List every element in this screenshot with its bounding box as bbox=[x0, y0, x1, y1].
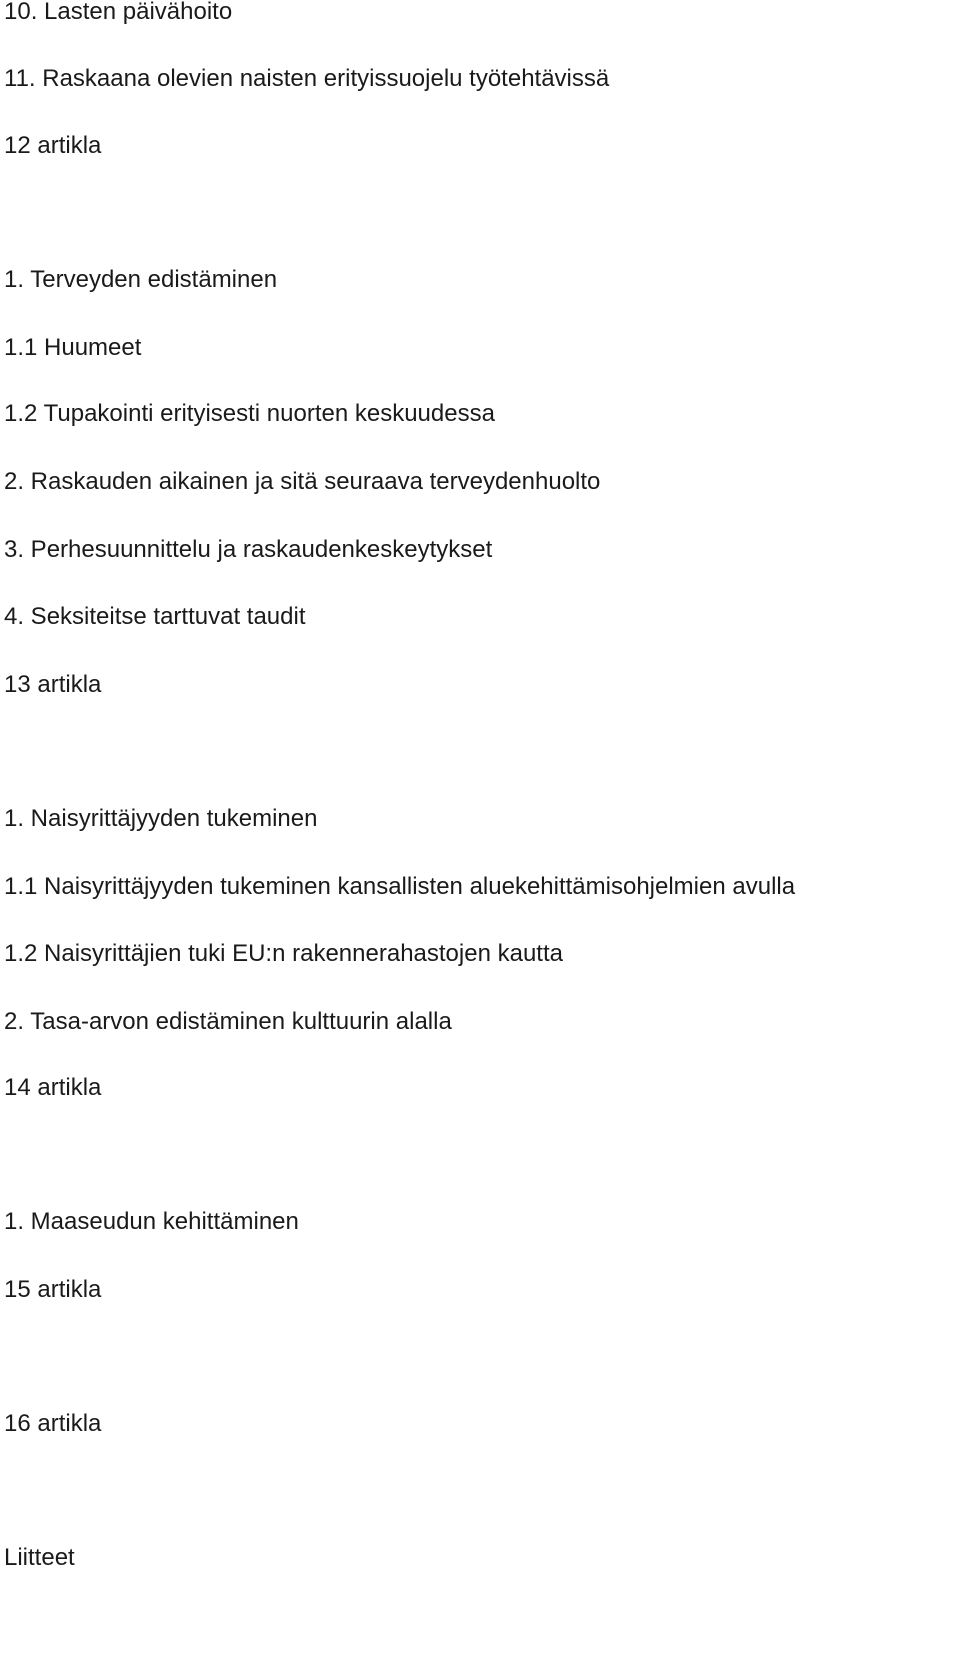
toc-heading-liitteet: Liitteet bbox=[4, 1544, 75, 1571]
toc-entry-raskauden-aikainen: 2. Raskauden aikainen ja sitä seuraava terveydenhuolto bbox=[4, 468, 601, 495]
toc-entry-seksiteitse: 4. Seksiteitse tarttuvat taudit bbox=[4, 603, 306, 630]
toc-entry-tupakointi: 1.2 Tupakointi erityisesti nuorten keskuudessa bbox=[4, 400, 495, 427]
toc-heading-16-artikla: 16 artikla bbox=[4, 1410, 102, 1437]
toc-entry-aluekehittamisohjelmat: 1.1 Naisyrittäjyyden tukeminen kansallisten aluekehittämisohjelmien avulla bbox=[4, 873, 796, 900]
toc-heading-15-artikla: 15 artikla bbox=[4, 1276, 102, 1303]
toc-entry-tasa-arvo-kulttuuri: 2. Tasa-arvon edistäminen kulttuurin alalla bbox=[4, 1008, 452, 1035]
toc-entry-maaseudun-kehittaminen: 1. Maaseudun kehittäminen bbox=[4, 1208, 299, 1235]
toc-entry-perhesuunnittelu: 3. Perhesuunnittelu ja raskaudenkeskeytykset bbox=[4, 536, 493, 563]
toc-heading-14-artikla: 14 artikla bbox=[4, 1074, 102, 1101]
toc-entry-lasten-paivahoito: 10. Lasten päivähoito bbox=[4, 0, 233, 25]
toc-heading-13-artikla: 13 artikla bbox=[4, 671, 102, 698]
toc-entry-terveyden-edistaminen: 1. Terveyden edistäminen bbox=[4, 266, 278, 293]
toc-entry-naisyrittajyyden-tukeminen: 1. Naisyrittäjyyden tukeminen bbox=[4, 805, 318, 832]
toc-entry-rakennerahastot: 1.2 Naisyrittäjien tuki EU:n rakennerahastojen kautta bbox=[4, 940, 563, 967]
toc-heading-12-artikla: 12 artikla bbox=[4, 132, 102, 159]
toc-entry-raskaana-olevien: 11. Raskaana olevien naisten erityissuojelu työtehtävissä bbox=[4, 65, 610, 92]
toc-entry-huumeet: 1.1 Huumeet bbox=[4, 334, 142, 361]
